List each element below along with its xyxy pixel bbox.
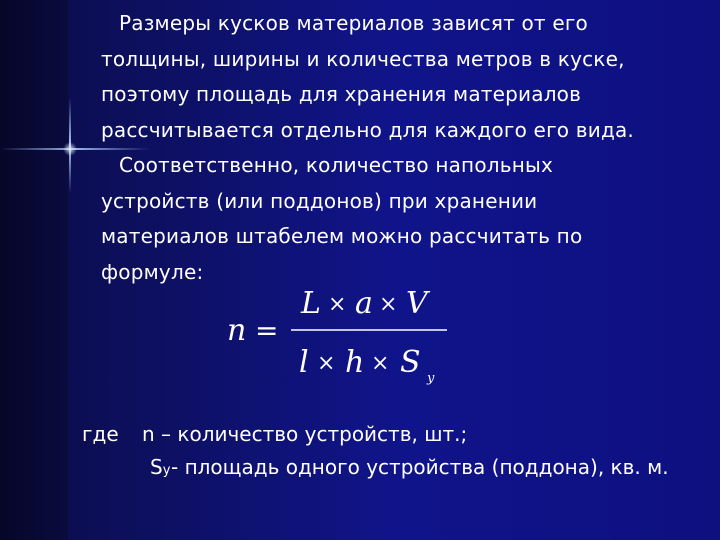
formula-num-times1: × bbox=[328, 292, 347, 317]
text-line: устройств (или поддонов) при хранении bbox=[101, 188, 538, 213]
formula-den-S: S bbox=[400, 345, 421, 380]
sparkle-star-icon bbox=[63, 142, 77, 156]
text-line: Соответственно, количество напольных bbox=[119, 153, 554, 177]
definition-s: - площадь одного устройства (поддона), кв. м. bbox=[171, 455, 669, 479]
text-line: поэтому площадь для хранения материалов bbox=[101, 82, 582, 106]
formula-num-a: a bbox=[355, 286, 373, 321]
formula-den-times2: × bbox=[371, 351, 390, 376]
paragraph-device-count bbox=[101, 148, 582, 290]
text-line: толщины, ширины и количества метров в куске, bbox=[101, 46, 625, 71]
formula-den-times1: × bbox=[317, 351, 336, 376]
formula-equals: = bbox=[255, 314, 279, 347]
s-subscript: у bbox=[162, 463, 171, 478]
formula-den-l: l bbox=[299, 345, 309, 380]
formula-den-h: h bbox=[345, 345, 365, 380]
formula-svg bbox=[225, 282, 465, 392]
s-letter: S bbox=[150, 455, 163, 479]
text-line: Размеры кусков материалов зависят от его bbox=[119, 11, 588, 35]
left-dark-band bbox=[0, 0, 68, 540]
formula-num-V: V bbox=[406, 286, 428, 321]
formula-num-times2: × bbox=[379, 292, 398, 317]
formula-lhs: n bbox=[227, 313, 247, 348]
formula-den-subscript: у bbox=[427, 371, 435, 386]
formula-num-L: L bbox=[301, 286, 321, 321]
formula-device-count bbox=[225, 282, 465, 392]
definition-s-symbol bbox=[150, 455, 170, 483]
definition-n: n – количество устройств, шт.; bbox=[142, 422, 468, 446]
text-line: рассчитывается отдельно для каждого его вида. bbox=[101, 117, 634, 142]
text-line: материалов штабелем можно рассчитать по bbox=[101, 224, 583, 248]
paragraph-storage-area bbox=[101, 6, 634, 148]
where-label: где bbox=[82, 422, 119, 446]
text-line: формуле: bbox=[101, 259, 204, 284]
